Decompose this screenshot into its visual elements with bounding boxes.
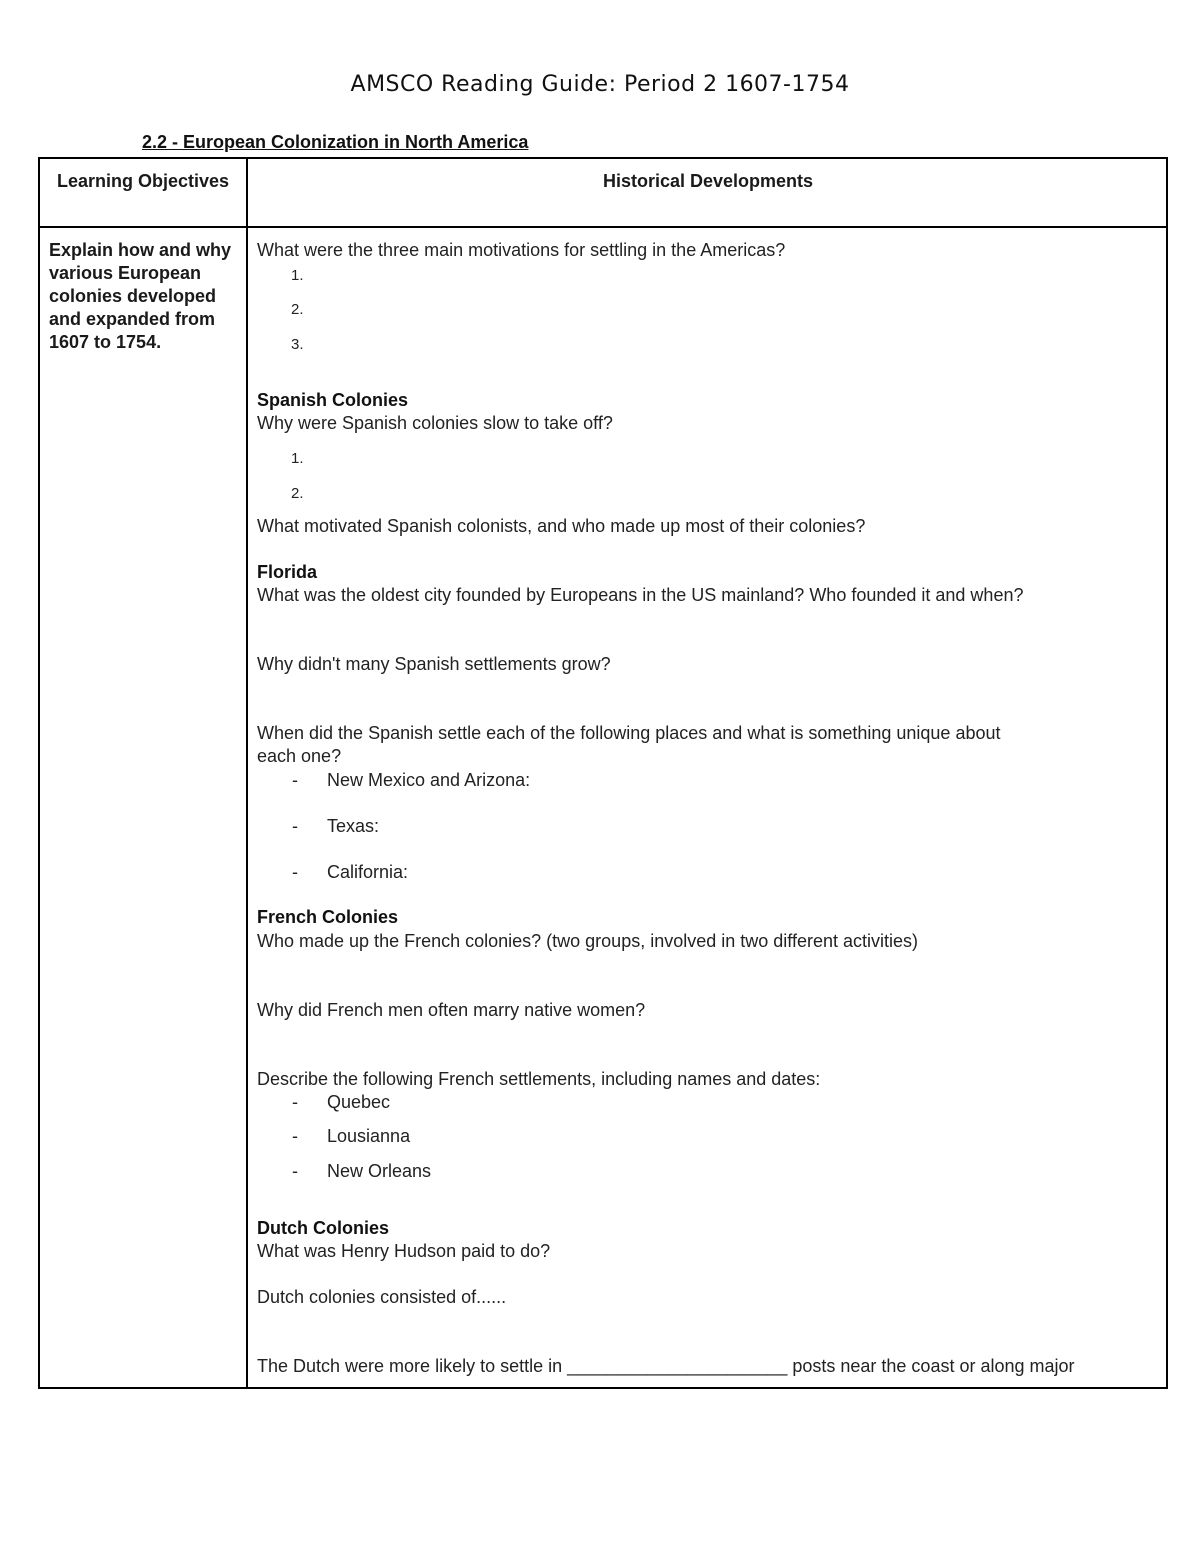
document-title: AMSCO Reading Guide: Period 2 1607-1754 — [350, 72, 850, 97]
heading-florida: Florida — [257, 562, 318, 582]
bullet-louisiana: Lousianna — [327, 1126, 411, 1146]
bullet-quebec: Quebec — [327, 1092, 391, 1112]
list-number-3: 3. — [291, 336, 304, 353]
question-oldest-city: What was the oldest city founded by Europeans in the US mainland? Who founded it and when? — [257, 585, 1024, 605]
heading-french-colonies: French Colonies — [257, 907, 399, 927]
list-number-1: 1. — [291, 450, 304, 467]
question-when-settle-line2: each one? — [257, 746, 342, 766]
question-spanish-motivated: What motivated Spanish colonists, and who made up most of their colonies? — [257, 516, 866, 536]
section-subtitle: 2.2 - European Colonization in North America — [142, 132, 529, 152]
question-french-marry: Why did French men often marry native women? — [257, 1000, 646, 1020]
question-motivations: What were the three main motivations for settling in the Americas? — [257, 240, 786, 260]
question-french-made-up: Who made up the French colonies? (two groups, involved in two different activities) — [257, 931, 918, 951]
question-henry-hudson: What was Henry Hudson paid to do? — [257, 1241, 551, 1261]
header-historical-developments: Historical Developments — [602, 171, 814, 191]
bullet-texas: Texas: — [327, 816, 380, 836]
bullet-dash: - — [292, 1126, 298, 1146]
bullet-dash: - — [292, 1092, 298, 1112]
question-french-describe: Describe the following French settlements, including names and dates: — [257, 1069, 821, 1089]
question-dutch-consisted: Dutch colonies consisted of...... — [257, 1287, 507, 1307]
learning-objective-text: Explain how and why various European colonies developed and expanded from 1607 to 1754. — [49, 240, 232, 352]
list-number-1: 1. — [291, 267, 304, 284]
bullet-dash: - — [292, 1161, 298, 1181]
reading-guide-table — [38, 157, 1168, 1389]
heading-spanish-colonies: Spanish Colonies — [257, 390, 409, 410]
question-when-settle-line1: When did the Spanish settle each of the following places and what is something unique about — [257, 723, 1001, 743]
header-divider — [40, 226, 1166, 228]
bullet-new-mexico-arizona: New Mexico and Arizona: — [327, 770, 531, 790]
question-didnt-grow: Why didn't many Spanish settlements grow? — [257, 654, 611, 674]
question-dutch-settle: The Dutch were more likely to settle in ______________________ posts near the coast or along major — [257, 1356, 1075, 1376]
list-number-2: 2. — [291, 485, 304, 502]
list-number-2: 2. — [291, 301, 304, 318]
bullet-new-orleans: New Orleans — [327, 1161, 432, 1181]
bullet-dash: - — [292, 862, 298, 882]
bullet-dash: - — [292, 816, 298, 836]
heading-dutch-colonies: Dutch Colonies — [257, 1218, 390, 1238]
bullet-dash: - — [292, 770, 298, 790]
bullet-california: California: — [327, 862, 409, 882]
header-learning-objectives: Learning Objectives — [56, 171, 230, 191]
column-divider — [246, 159, 248, 1387]
question-spanish-slow: Why were Spanish colonies slow to take off? — [257, 413, 613, 433]
